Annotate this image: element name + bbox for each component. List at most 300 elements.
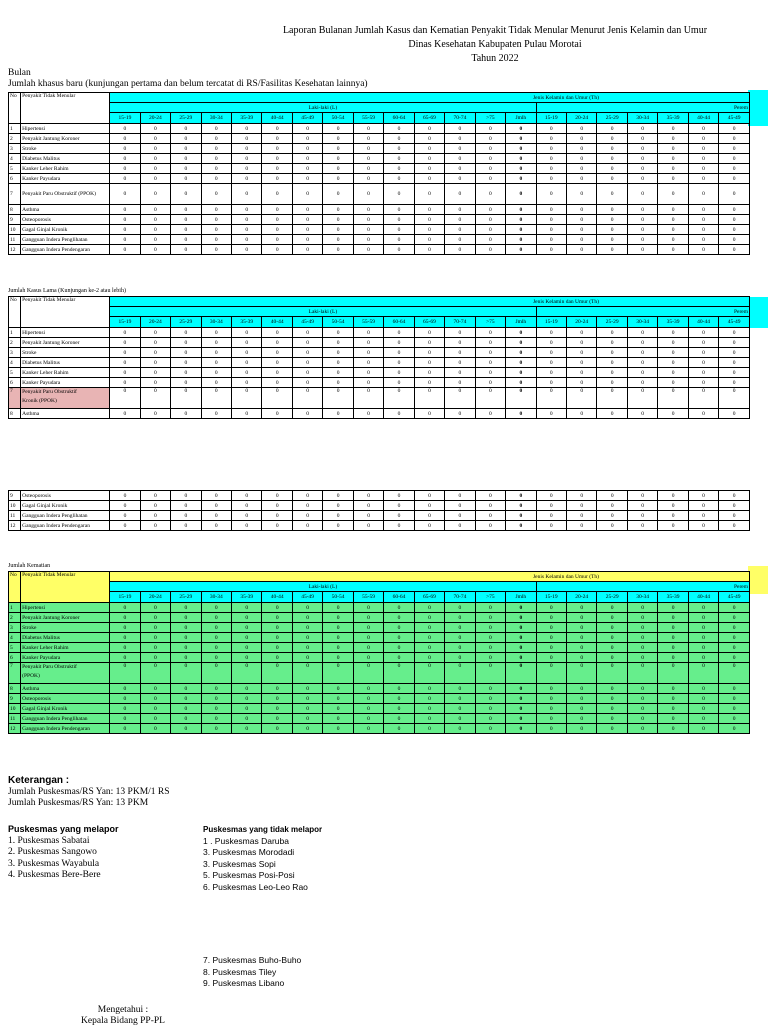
value-cell: 0 xyxy=(292,704,322,714)
disease-name: Stroke xyxy=(21,348,110,358)
age-header: 70-74 xyxy=(445,592,475,603)
value-cell: 0 xyxy=(201,633,231,643)
disease-name: Asthma xyxy=(21,684,110,694)
value-cell: 0 xyxy=(475,215,505,225)
row-number: 10 xyxy=(9,501,21,511)
value-cell: 0 xyxy=(658,653,688,663)
value-cell: 0 xyxy=(688,174,718,184)
age-header: 45-49 xyxy=(719,113,750,124)
value-cell: 0 xyxy=(323,124,353,134)
value-cell: 0 xyxy=(627,603,657,613)
value-cell: 0 xyxy=(536,225,566,235)
value-cell: 0 xyxy=(506,511,536,521)
value-cell: 0 xyxy=(719,154,750,164)
disease-name-line: Kronik (PPOK) xyxy=(22,398,57,404)
value-cell: 0 xyxy=(384,521,414,531)
table-row xyxy=(9,603,750,613)
value-cell: 0 xyxy=(719,225,750,235)
value-cell: 0 xyxy=(201,134,231,144)
value-cell: 0 xyxy=(445,388,475,409)
value-cell: 0 xyxy=(262,684,292,694)
age-header: 15-19 xyxy=(536,113,566,124)
value-cell: 0 xyxy=(597,124,627,134)
value-cell: 0 xyxy=(627,511,657,521)
tidak-melapor-item: 1 . Puskesmas Daruba xyxy=(203,835,289,846)
value-cell: 0 xyxy=(323,144,353,154)
age-header: 25-29 xyxy=(597,113,627,124)
value-cell: 0 xyxy=(627,328,657,338)
value-cell: 0 xyxy=(140,409,170,419)
value-cell: 0 xyxy=(140,501,170,511)
value-cell: 0 xyxy=(232,358,262,368)
value-cell: 0 xyxy=(292,358,322,368)
value-cell: 0 xyxy=(445,134,475,144)
value-cell: 0 xyxy=(262,603,292,613)
value-cell: 0 xyxy=(384,358,414,368)
value-cell: 0 xyxy=(140,205,170,215)
value-cell: 0 xyxy=(597,378,627,388)
value-cell: 0 xyxy=(719,684,750,694)
value-cell: 0 xyxy=(384,613,414,623)
disease-header: Penyakit Tidak Menular xyxy=(21,93,110,124)
value-cell: 0 xyxy=(597,511,627,521)
value-cell: 0 xyxy=(597,603,627,613)
value-cell: 0 xyxy=(232,378,262,388)
value-cell: 0 xyxy=(567,613,597,623)
value-cell: 0 xyxy=(475,205,505,215)
value-cell: 0 xyxy=(475,491,505,501)
value-cell: 0 xyxy=(292,653,322,663)
value-cell: 0 xyxy=(688,154,718,164)
value-cell: 0 xyxy=(353,215,383,225)
value-cell: 0 xyxy=(110,378,140,388)
value-cell: 0 xyxy=(140,184,170,205)
disease-name-line: Penyakit Paru Obstruktif xyxy=(22,389,77,395)
value-cell: 0 xyxy=(292,338,322,348)
section3-title: Jumlah Kematian xyxy=(8,563,51,569)
value-cell: 0 xyxy=(323,694,353,704)
row-number: 8 xyxy=(9,205,21,215)
value-cell: 0 xyxy=(688,714,718,724)
value-cell: 0 xyxy=(536,623,566,633)
value-cell: 0 xyxy=(719,643,750,653)
age-header-row xyxy=(9,113,750,124)
age-header: 40-44 xyxy=(688,317,718,328)
value-cell: 0 xyxy=(658,144,688,154)
table-row xyxy=(9,338,750,348)
value-cell: 0 xyxy=(445,368,475,378)
value-cell: 0 xyxy=(567,388,597,409)
value-cell: 0 xyxy=(140,378,170,388)
male-header: Laki-laki (L) xyxy=(110,103,536,113)
value-cell: 0 xyxy=(171,714,201,724)
value-cell: 0 xyxy=(292,603,322,613)
value-cell: 0 xyxy=(110,521,140,531)
value-cell: 0 xyxy=(475,684,505,694)
value-cell: 0 xyxy=(414,501,444,511)
value-cell: 0 xyxy=(414,603,444,613)
disease-name: Diabetus Malitus xyxy=(21,633,110,643)
value-cell: 0 xyxy=(506,134,536,144)
value-cell: 0 xyxy=(506,694,536,704)
value-cell: 0 xyxy=(353,663,383,684)
section1-title: Jumlah khasus baru (kunjungan pertama dan belum tercatat di RS/Fasilitas Kesehatan lainnya) xyxy=(8,79,368,89)
value-cell: 0 xyxy=(232,245,262,255)
group-header: Jenis Kelamin dan Umur (Th) xyxy=(110,572,750,582)
value-cell: 0 xyxy=(171,633,201,643)
age-header: 20-24 xyxy=(567,592,597,603)
group-header: Jenis Kelamin dan Umur (Th) xyxy=(110,93,750,103)
row-number: 2 xyxy=(9,338,21,348)
value-cell: 0 xyxy=(110,603,140,613)
value-cell: 0 xyxy=(475,603,505,613)
value-cell: 0 xyxy=(171,694,201,704)
value-cell: 0 xyxy=(506,174,536,184)
value-cell: 0 xyxy=(567,694,597,704)
age-header: 60-64 xyxy=(384,317,414,328)
value-cell: 0 xyxy=(597,338,627,348)
row-number: 5 xyxy=(9,368,21,378)
value-cell: 0 xyxy=(171,154,201,164)
value-cell: 0 xyxy=(262,358,292,368)
value-cell: 0 xyxy=(597,633,627,643)
value-cell: 0 xyxy=(171,348,201,358)
value-cell: 0 xyxy=(232,338,262,348)
value-cell: 0 xyxy=(201,684,231,694)
value-cell: 0 xyxy=(658,235,688,245)
value-cell: 0 xyxy=(140,225,170,235)
value-cell: 0 xyxy=(688,215,718,225)
value-cell: 0 xyxy=(536,603,566,613)
value-cell: 0 xyxy=(475,144,505,154)
value-cell: 0 xyxy=(232,184,262,205)
age-header: 20-24 xyxy=(567,317,597,328)
value-cell: 0 xyxy=(414,124,444,134)
value-cell: 0 xyxy=(384,603,414,613)
value-cell: 0 xyxy=(232,714,262,724)
row-number: 1 xyxy=(9,124,21,134)
value-cell: 0 xyxy=(567,328,597,338)
age-header: 35-39 xyxy=(232,317,262,328)
value-cell: 0 xyxy=(323,154,353,164)
value-cell: 0 xyxy=(232,164,262,174)
disease-name: Kanker Payudara xyxy=(21,378,110,388)
value-cell: 0 xyxy=(323,653,353,663)
value-cell: 0 xyxy=(323,724,353,734)
value-cell: 0 xyxy=(688,205,718,215)
value-cell: 0 xyxy=(323,245,353,255)
value-cell: 0 xyxy=(597,348,627,358)
value-cell: 0 xyxy=(597,368,627,378)
value-cell: 0 xyxy=(536,215,566,225)
value-cell: 0 xyxy=(445,348,475,358)
value-cell: 0 xyxy=(353,491,383,501)
value-cell: 0 xyxy=(262,633,292,643)
table-row xyxy=(9,714,750,724)
table-row xyxy=(9,501,750,511)
age-header: 15-19 xyxy=(110,592,140,603)
value-cell: 0 xyxy=(353,409,383,419)
value-cell: 0 xyxy=(688,724,718,734)
value-cell: 0 xyxy=(323,134,353,144)
value-cell: 0 xyxy=(506,724,536,734)
value-cell: 0 xyxy=(475,704,505,714)
value-cell: 0 xyxy=(140,603,170,613)
value-cell: 0 xyxy=(414,663,444,684)
value-cell: 0 xyxy=(597,653,627,663)
value-cell: 0 xyxy=(597,388,627,409)
value-cell: 0 xyxy=(323,328,353,338)
value-cell: 0 xyxy=(719,603,750,613)
value-cell: 0 xyxy=(140,724,170,734)
melapor-item: 3. Puskesmas Wayabula xyxy=(8,858,100,869)
value-cell: 0 xyxy=(292,521,322,531)
value-cell: 0 xyxy=(475,348,505,358)
value-cell: 0 xyxy=(201,225,231,235)
value-cell: 0 xyxy=(506,653,536,663)
value-cell: 0 xyxy=(536,694,566,704)
value-cell: 0 xyxy=(536,124,566,134)
value-cell: 0 xyxy=(719,491,750,501)
signature-line2: Kepala Bidang PP-PL xyxy=(81,1016,165,1026)
value-cell: 0 xyxy=(201,714,231,724)
value-cell: 0 xyxy=(110,491,140,501)
value-cell: 0 xyxy=(353,694,383,704)
disease-name: Gangguan Indera Penglihatan xyxy=(21,235,110,245)
value-cell: 0 xyxy=(445,328,475,338)
value-cell: 0 xyxy=(445,215,475,225)
value-cell: 0 xyxy=(475,174,505,184)
disease-name: Kanker Leher Rahim xyxy=(21,643,110,653)
value-cell: 0 xyxy=(445,491,475,501)
value-cell: 0 xyxy=(171,409,201,419)
value-cell: 0 xyxy=(110,388,140,409)
value-cell: 0 xyxy=(384,388,414,409)
value-cell: 0 xyxy=(201,501,231,511)
header-row xyxy=(9,572,750,582)
value-cell: 0 xyxy=(171,491,201,501)
age-header: 25-29 xyxy=(171,317,201,328)
value-cell: 0 xyxy=(384,643,414,653)
value-cell: 0 xyxy=(475,368,505,378)
value-cell: 0 xyxy=(110,134,140,144)
value-cell: 0 xyxy=(567,205,597,215)
value-cell: 0 xyxy=(688,184,718,205)
age-header: 15-19 xyxy=(110,317,140,328)
value-cell: 0 xyxy=(414,643,444,653)
value-cell: 0 xyxy=(171,643,201,653)
value-cell: 0 xyxy=(658,724,688,734)
table-row xyxy=(9,521,750,531)
value-cell: 0 xyxy=(597,134,627,144)
disease-name: Osteoporosis xyxy=(21,491,110,501)
value-cell: 0 xyxy=(353,613,383,623)
value-cell: 0 xyxy=(719,704,750,714)
row-number: 7 xyxy=(9,184,21,205)
value-cell: 0 xyxy=(719,245,750,255)
value-cell: 0 xyxy=(232,235,262,245)
disease-name: Hipertensi xyxy=(21,603,110,613)
value-cell: 0 xyxy=(567,633,597,643)
yellow-edge-3 xyxy=(748,566,768,594)
value-cell: 0 xyxy=(110,164,140,174)
value-cell: 0 xyxy=(384,623,414,633)
value-cell: 0 xyxy=(353,174,383,184)
value-cell: 0 xyxy=(688,653,718,663)
report-title: Laporan Bulanan Jumlah Kasus dan Kematian Penyakit Tidak Menular Menurut Jenis Kelamin dan Umur xyxy=(282,25,708,36)
value-cell: 0 xyxy=(627,235,657,245)
value-cell: 0 xyxy=(262,511,292,521)
value-cell: 0 xyxy=(292,205,322,215)
value-cell: 0 xyxy=(232,124,262,134)
value-cell: 0 xyxy=(262,409,292,419)
value-cell: 0 xyxy=(384,184,414,205)
value-cell: 0 xyxy=(536,378,566,388)
cyan-edge-1 xyxy=(748,90,768,126)
value-cell: 0 xyxy=(475,338,505,348)
value-cell: 0 xyxy=(658,704,688,714)
value-cell: 0 xyxy=(506,714,536,724)
value-cell: 0 xyxy=(658,501,688,511)
disease-name: Kanker Payudara xyxy=(21,653,110,663)
tidak-melapor-item: 9. Puskesmas Libano xyxy=(203,978,285,988)
value-cell: 0 xyxy=(292,663,322,684)
value-cell: 0 xyxy=(140,368,170,378)
value-cell: 0 xyxy=(536,704,566,714)
value-cell: 0 xyxy=(232,684,262,694)
value-cell: 0 xyxy=(353,144,383,154)
value-cell: 0 xyxy=(414,174,444,184)
tidak-melapor-block xyxy=(203,824,322,893)
value-cell: 0 xyxy=(506,328,536,338)
value-cell: 0 xyxy=(719,184,750,205)
value-cell: 0 xyxy=(232,225,262,235)
value-cell: 0 xyxy=(414,348,444,358)
value-cell: 0 xyxy=(414,164,444,174)
value-cell: 0 xyxy=(171,338,201,348)
value-cell: 0 xyxy=(323,348,353,358)
value-cell: 0 xyxy=(110,653,140,663)
age-header: 50-54 xyxy=(323,113,353,124)
value-cell: 0 xyxy=(658,521,688,531)
value-cell: 0 xyxy=(445,409,475,419)
age-header: 15-19 xyxy=(536,592,566,603)
value-cell: 0 xyxy=(201,338,231,348)
value-cell: 0 xyxy=(323,205,353,215)
value-cell: 0 xyxy=(627,388,657,409)
value-cell: 0 xyxy=(506,368,536,378)
value-cell: 0 xyxy=(658,154,688,164)
value-cell: 0 xyxy=(140,235,170,245)
keterangan-line1: Jumlah Puskesmas/RS Yan: 13 PKM/1 RS xyxy=(8,786,170,797)
value-cell: 0 xyxy=(506,225,536,235)
value-cell: 0 xyxy=(323,338,353,348)
value-cell: 0 xyxy=(414,613,444,623)
value-cell: 0 xyxy=(323,714,353,724)
value-cell: 0 xyxy=(232,144,262,154)
value-cell: 0 xyxy=(262,613,292,623)
value-cell: 0 xyxy=(201,663,231,684)
age-header-row xyxy=(9,592,750,603)
value-cell: 0 xyxy=(658,714,688,724)
value-cell: 0 xyxy=(506,245,536,255)
tidak-melapor-item: 3. Puskesmas Morodadi xyxy=(203,847,295,857)
value-cell: 0 xyxy=(475,164,505,174)
value-cell: 0 xyxy=(445,643,475,653)
age-header: 40-44 xyxy=(688,113,718,124)
age-header: 40-44 xyxy=(688,592,718,603)
value-cell: 0 xyxy=(384,684,414,694)
value-cell: 0 xyxy=(719,724,750,734)
value-cell: 0 xyxy=(323,511,353,521)
value-cell: 0 xyxy=(171,521,201,531)
value-cell: 0 xyxy=(627,378,657,388)
value-cell: 0 xyxy=(658,164,688,174)
value-cell: 0 xyxy=(627,694,657,704)
value-cell: 0 xyxy=(201,704,231,714)
value-cell: 0 xyxy=(140,388,170,409)
disease-name: Kanker Payudara xyxy=(21,174,110,184)
value-cell: 0 xyxy=(414,328,444,338)
value-cell: 0 xyxy=(353,501,383,511)
value-cell: 0 xyxy=(171,174,201,184)
value-cell: 0 xyxy=(262,714,292,724)
disease-name: Penyakit Jantung Koroner xyxy=(21,613,110,623)
value-cell: 0 xyxy=(475,184,505,205)
value-cell: 0 xyxy=(201,154,231,164)
value-cell: 0 xyxy=(201,613,231,623)
value-cell: 0 xyxy=(384,215,414,225)
value-cell: 0 xyxy=(201,205,231,215)
value-cell: 0 xyxy=(140,245,170,255)
value-cell: 0 xyxy=(567,603,597,613)
value-cell: 0 xyxy=(475,328,505,338)
value-cell: 0 xyxy=(414,633,444,643)
value-cell: 0 xyxy=(506,358,536,368)
value-cell: 0 xyxy=(536,134,566,144)
table-row xyxy=(9,653,750,663)
value-cell: 0 xyxy=(567,368,597,378)
value-cell: 0 xyxy=(384,245,414,255)
value-cell: 0 xyxy=(323,603,353,613)
value-cell: 0 xyxy=(201,388,231,409)
value-cell: 0 xyxy=(201,511,231,521)
tidak-melapor-item: 8. Puskesmas Tiley xyxy=(203,966,277,977)
value-cell: 0 xyxy=(171,225,201,235)
value-cell: 0 xyxy=(201,521,231,531)
value-cell: 0 xyxy=(658,184,688,205)
value-cell: 0 xyxy=(201,409,231,419)
value-cell: 0 xyxy=(567,491,597,501)
value-cell: 0 xyxy=(506,215,536,225)
value-cell: 0 xyxy=(110,684,140,694)
value-cell: 0 xyxy=(414,154,444,164)
keterangan-line2: Jumlah Puskesmas/RS Yan: 13 PKM xyxy=(8,798,149,808)
value-cell: 0 xyxy=(445,704,475,714)
value-cell: 0 xyxy=(658,124,688,134)
value-cell: 0 xyxy=(688,643,718,653)
age-header: 35-39 xyxy=(658,113,688,124)
value-cell: 0 xyxy=(536,184,566,205)
melapor-title: Puskesmas yang melapor xyxy=(8,824,119,834)
value-cell: 0 xyxy=(688,225,718,235)
disease-name: Stroke xyxy=(21,623,110,633)
value-cell: 0 xyxy=(232,501,262,511)
value-cell: 0 xyxy=(475,714,505,724)
table-row xyxy=(9,704,750,714)
value-cell: 0 xyxy=(506,501,536,511)
header-row xyxy=(9,582,750,592)
